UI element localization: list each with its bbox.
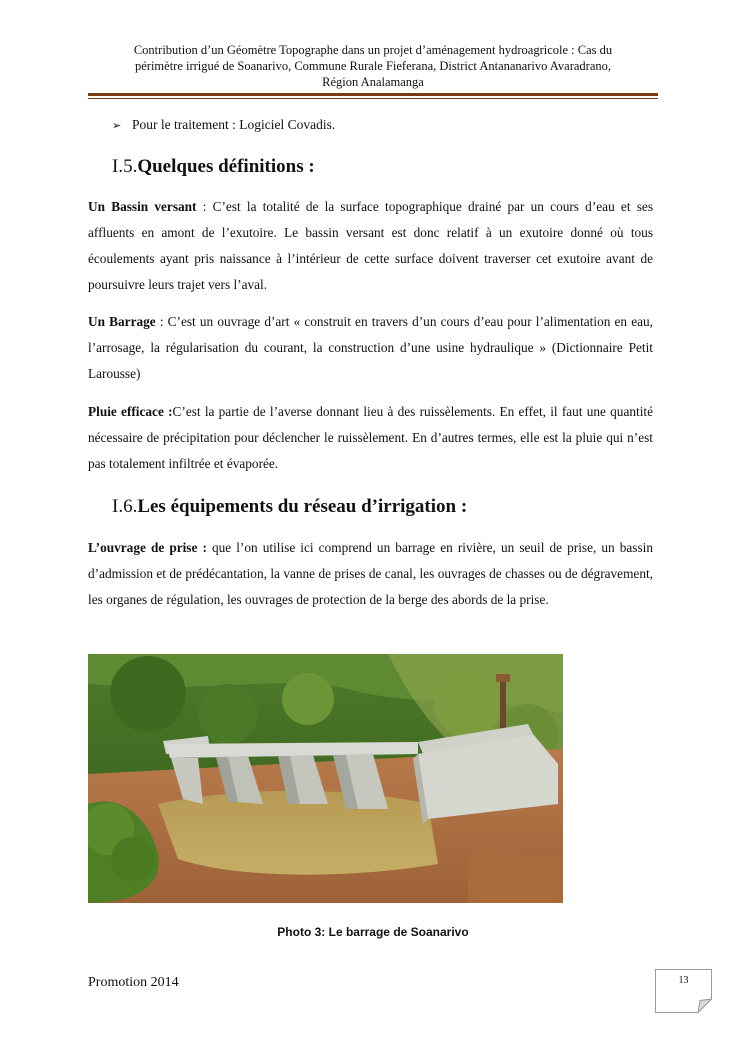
definition-text: que l’on utilise ici comprend un barrage en rivière, un seuil de prise, un bassin d’admission et de prédécantation, la vanne de prises de canal, les ouvrages de chasses ou de dégravement, les organes de régulation, les ouvrages de protection de la berge des abords de la prise. <box>88 540 653 607</box>
section-heading-1-6 <box>112 496 467 518</box>
footer-promotion: Promotion 2014 <box>88 975 179 990</box>
definition-term: Pluie efficace : <box>88 404 173 419</box>
header-line-1: Contribution d’un Géomètre Topographe dans un projet d’aménagement hydroagricole : Cas du <box>133 43 613 57</box>
definition-text: : C’est la totalité de la surface topographique drainé par un cours d’eau et ses affluents en amont de l’exutoire. Le bassin versant est donc relatif à un exutoire donné où tous écoulements ayant pris naissance à l’intérieur de cette surface doivent traverser cet exutoire avant de poursuivre leurs trajet vers l’aval. <box>88 199 653 292</box>
page-number: 13 <box>678 975 689 986</box>
definition-term: Un Bassin versant <box>88 199 197 214</box>
running-header <box>88 42 658 90</box>
barrage-photo-illustration <box>88 654 563 903</box>
section-number: I.6. <box>112 496 138 517</box>
definition-text: C’est la partie de l’averse donnant lieu à des ruissèlements. En effet, il faut une quantité nécessaire de précipitation pour déclencher le ruissèlement. En d’autres termes, elle est la pluie qui n’est pas totalement infiltrée et évaporée. <box>88 404 653 471</box>
header-rule-thick <box>88 93 658 96</box>
definition-barrage <box>88 309 653 387</box>
section-title: Quelques définitions : <box>137 156 315 177</box>
photo-barrage <box>88 654 563 903</box>
definition-term: Un Barrage <box>88 314 156 329</box>
section-title: Les équipements du réseau d’irrigation : <box>137 496 468 517</box>
definition-bassin-versant <box>88 194 653 298</box>
definition-pluie-efficace <box>88 399 653 477</box>
header-rule-thin <box>88 98 658 99</box>
section-heading-1-5 <box>112 156 315 178</box>
section-number: I.5. <box>112 156 138 177</box>
header-rule <box>88 93 658 99</box>
arrow-bullet-icon: ➢ <box>112 119 122 132</box>
bullet-item <box>112 117 335 133</box>
definition-ouvrage-de-prise <box>88 535 653 613</box>
bullet-text: Pour le traitement : Logiciel Covadis. <box>132 117 336 132</box>
header-line-2: périmètre irrigué de Soanarivo, Commune Rurale Fieferana, District Antananarivo Avaradrano, <box>135 59 611 73</box>
definition-text: : C’est un ouvrage d’art « construit en travers d’un cours d’eau pour l’alimentation en eau, l’arrosage, la régularisation du courant, la construction d’une usine hydraulique » (Dictionnaire Petit Larousse) <box>88 314 653 381</box>
header-line-3: Région Analamanga <box>322 75 424 89</box>
definition-term: L’ouvrage de prise : <box>88 540 207 555</box>
photo-caption: Photo 3: Le barrage de Soanarivo <box>277 925 469 939</box>
page-number-box <box>655 969 712 1013</box>
